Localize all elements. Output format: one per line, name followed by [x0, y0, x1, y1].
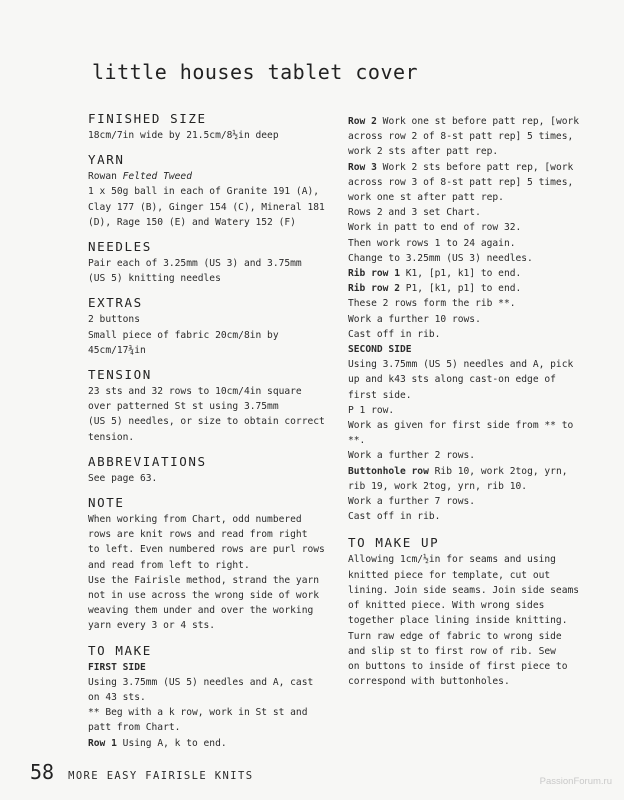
extras-line: 2 buttons [88, 314, 140, 326]
row1-label: Row 1 [88, 737, 117, 749]
watermark: PassionForum.ru [539, 776, 612, 787]
note-line: When working from Chart, odd numbered [88, 514, 302, 526]
to-make-up-heading: TO MAKE UP [348, 535, 440, 551]
note-line: and read from left to right. [88, 559, 250, 571]
book-title: MORE EASY FAIRISLE KNITS [68, 770, 254, 782]
pattern-line: Work a further 2 rows. [348, 450, 476, 462]
pattern-line: Cast off in rib. [348, 511, 441, 523]
extras-heading: EXTRAS [88, 295, 143, 311]
pattern-line: **. [348, 435, 366, 447]
needles-line: Pair each of 3.25mm (US 3) and 3.75mm [88, 258, 302, 270]
rib-row-2-line [348, 281, 598, 296]
buttonhole-row-line [348, 464, 598, 479]
buttonhole-row-label: Buttonhole row [348, 465, 429, 477]
pattern-line: across row 2 of 8-st patt rep] 5 times, [348, 131, 574, 143]
yarn-name: Felted Tweed [122, 171, 192, 183]
to-make-line: Using 3.75mm (US 5) needles and A, cast [88, 676, 314, 688]
page-footer [30, 760, 253, 784]
tension-section [88, 366, 336, 445]
to-make-line: on 43 sts. [88, 692, 146, 704]
pattern-line: work 2 sts after patt rep. [348, 146, 499, 158]
make-up-line: knitted piece for template, cut out [348, 569, 551, 581]
rib-row-2-label: Rib row 2 [348, 283, 400, 295]
abbreviations-heading: ABBREVIATIONS [88, 453, 207, 469]
pattern-line: first side. [348, 389, 412, 401]
rib-row-2-text: P1, [k1, p1] to end. [399, 283, 522, 295]
note-line: weaving them under and over the working [88, 605, 314, 617]
make-up-line: and slip st to first row of rib. Sew [348, 645, 556, 657]
page-number: 58 [30, 760, 55, 784]
note-line: Use the Fairisle method, strand the yarn [88, 574, 320, 586]
row1-text: Using A, k to end. [116, 737, 227, 749]
page-title: little houses tablet cover [92, 60, 419, 84]
note-line: yarn every 3 or 4 sts. [88, 620, 216, 632]
rib-row-1-label: Rib row 1 [348, 268, 400, 280]
to-make-section [88, 642, 336, 751]
row3-line [348, 160, 598, 175]
tension-line: (US 5) needles, or size to obtain correct [88, 416, 325, 428]
needles-heading: NEEDLES [88, 239, 152, 255]
tension-line: over patterned St st using 3.75mm [88, 401, 279, 413]
yarn-heading: YARN [88, 152, 125, 168]
yarn-line: 1 x 50g ball in each of Granite 191 (A), [88, 186, 320, 198]
to-make-line: patt from Chart. [88, 722, 181, 734]
pattern-line: up and k43 sts along cast-on edge of [348, 374, 556, 386]
pattern-line: P 1 row. [348, 404, 395, 416]
pattern-line: Cast off in rib. [348, 328, 441, 340]
pattern-line: These 2 rows form the rib **. [348, 298, 516, 310]
pattern-line: Work a further 7 rows. [348, 496, 476, 508]
tension-heading: TENSION [88, 367, 152, 383]
to-make-heading: TO MAKE [88, 642, 152, 658]
pattern-line: Work a further 10 rows. [348, 313, 481, 325]
yarn-brand: Rowan [88, 171, 123, 183]
pattern-line: Change to 3.25mm (US 3) needles. [348, 252, 533, 264]
yarn-brand-line [88, 169, 336, 184]
first-side-subheading: FIRST SIDE [88, 661, 146, 673]
make-up-line: Allowing 1cm/½in for seams and using [348, 554, 556, 566]
pattern-line: work one st after patt rep. [348, 192, 504, 204]
buttonhole-row-text: Rib 10, work 2tog, yrn, [428, 465, 568, 477]
row2-line [348, 114, 598, 129]
row3-text: Work 2 sts before patt rep, [work [376, 161, 574, 173]
pattern-line: Then work rows 1 to 24 again. [348, 237, 516, 249]
pattern-line: rib 19, work 2tog, yrn, rib 10. [348, 480, 528, 492]
note-line: rows are knit rows and read from right [88, 529, 308, 541]
pattern-line: Rows 2 and 3 set Chart. [348, 207, 481, 219]
rib-row-1-line [348, 266, 598, 281]
extras-section [88, 294, 336, 358]
yarn-line: (D), Rage 150 (E) and Watery 152 (F) [88, 216, 296, 228]
make-up-line: of knitted piece. With wrong sides [348, 600, 545, 612]
extras-line: Small piece of fabric 20cm/8in by [88, 329, 279, 341]
to-make-line: ** Beg with a k row, work in St st and [88, 707, 308, 719]
needles-section [88, 238, 336, 286]
tension-line: tension. [88, 431, 135, 443]
note-heading: NOTE [88, 495, 125, 511]
finished-size-section [88, 110, 336, 143]
left-column [88, 110, 336, 759]
extras-line: 45cm/17¾in [88, 344, 146, 356]
make-up-line: correspond with buttonholes. [348, 676, 510, 688]
finished-size-text: 18cm/7in wide by 21.5cm/8½in deep [88, 130, 279, 141]
make-up-line: together place lining inside knitting. [348, 615, 568, 627]
row3-label: Row 3 [348, 161, 377, 173]
pattern-line: across row 3 of 8-st patt rep] 5 times, [348, 176, 574, 188]
right-column [348, 114, 598, 689]
make-up-line: lining. Join side seams. Join side seams [348, 584, 580, 596]
rib-row-1-text: K1, [p1, k1] to end. [399, 268, 522, 280]
pattern-line: Work in patt to end of row 32. [348, 222, 522, 234]
row1-line [88, 736, 336, 751]
tension-line: 23 sts and 32 rows to 10cm/4in square [88, 386, 302, 398]
note-line: to left. Even numbered rows are purl rows [88, 544, 325, 556]
second-side-subheading: SECOND SIDE [348, 344, 412, 356]
make-up-line: on buttons to inside of first piece to [348, 660, 568, 672]
row2-label: Row 2 [348, 116, 377, 127]
make-up-line: Turn raw edge of fabric to wrong side [348, 630, 562, 642]
abbreviations-section [88, 453, 336, 486]
row2-text: Work one st before patt rep, [work [376, 116, 580, 127]
pattern-line: Using 3.75mm (US 5) needles and A, pick [348, 359, 574, 371]
note-line: not in use across the wrong side of work [88, 590, 320, 602]
needles-line: (US 5) knitting needles [88, 273, 221, 285]
abbreviations-text: See page 63. [88, 472, 158, 484]
note-section [88, 494, 336, 634]
yarn-section [88, 151, 336, 230]
pattern-line: Work as given for first side from ** to [348, 420, 574, 432]
yarn-line: Clay 177 (B), Ginger 154 (C), Mineral 181 [88, 201, 325, 213]
finished-size-heading: FINISHED SIZE [88, 111, 207, 126]
